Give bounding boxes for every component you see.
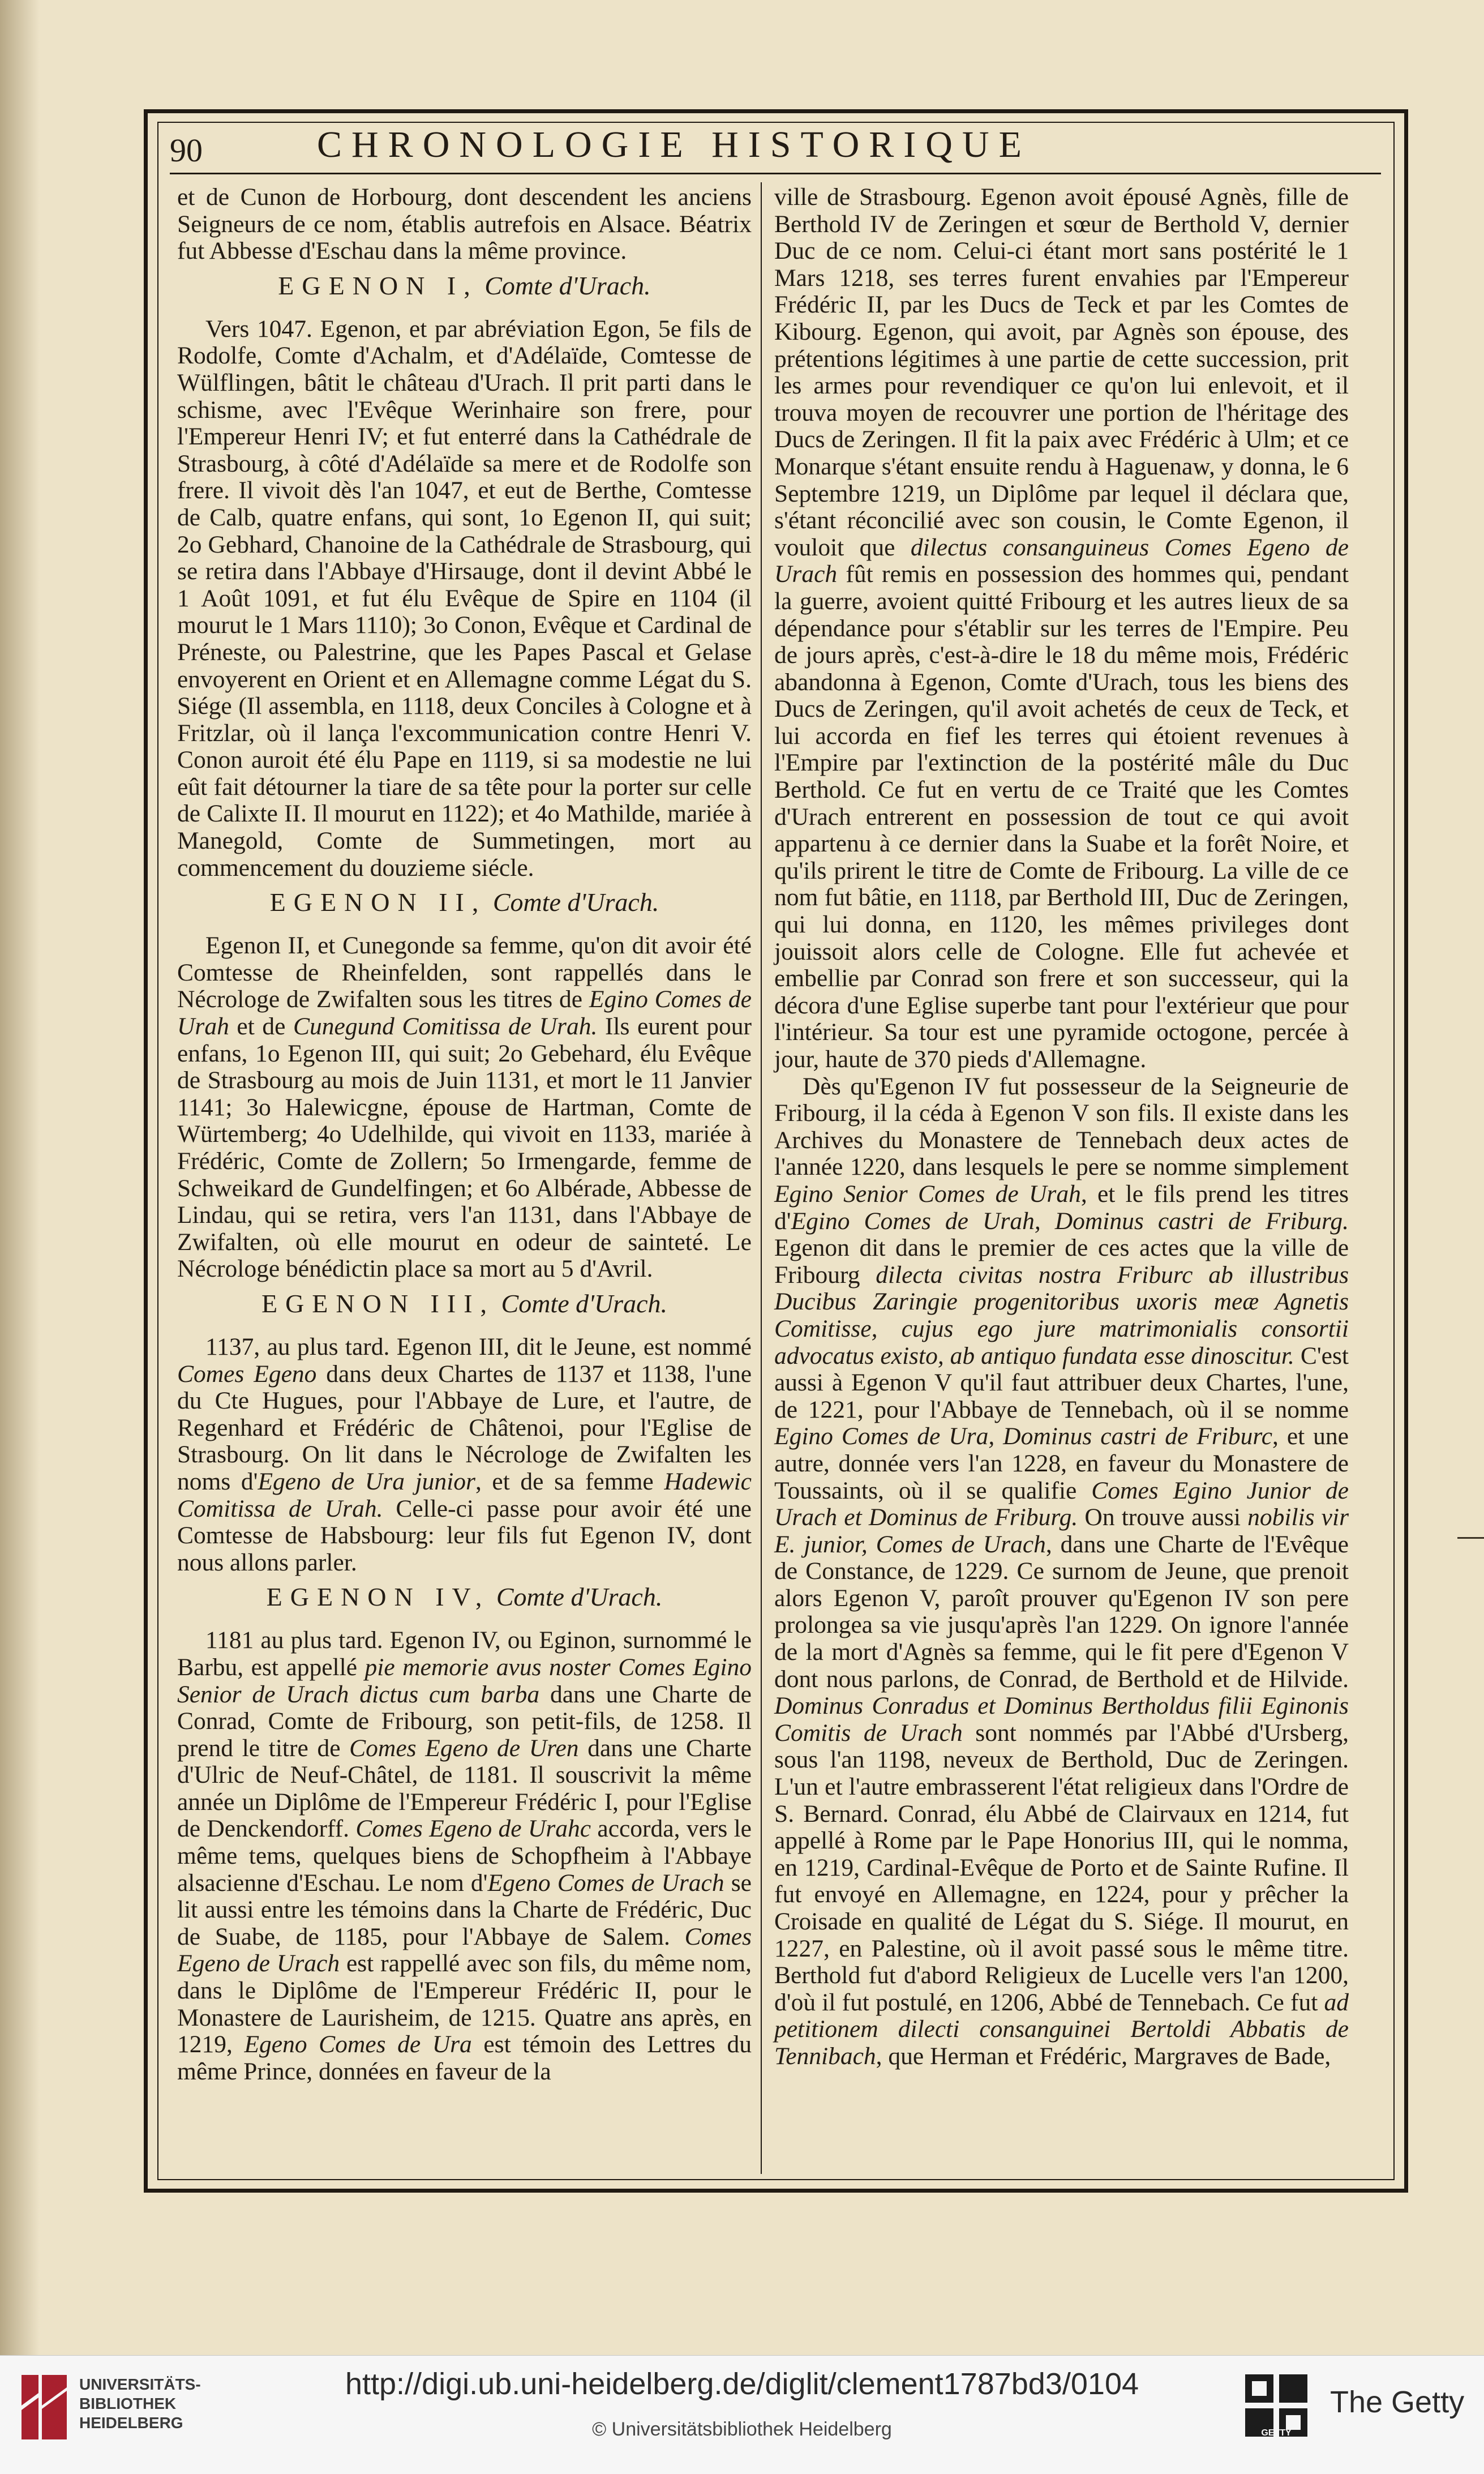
italic-run: pie memorie avus noster Comes Egino Senior de Urach dictus cum barba	[177, 1653, 752, 1708]
section-heading-name: EGENON I,	[278, 271, 478, 300]
paragraph	[774, 1073, 1349, 2070]
library-name-line: BIBLIOTHEK	[79, 2395, 177, 2412]
permalink-url[interactable]: http://digi.ub.uni-heidelberg.de/diglit/clement1787bd3/0104	[345, 2367, 1139, 2401]
text-run: Egenon II, et Cunegonde sa femme, qu'on dit avoir été Comtesse de Rheinfelden, sont rappellés dans le Nécrologe de Zwifalten sous les titres de	[177, 932, 752, 1013]
text-run: Dès qu'Egenon IV fut possesseur de la Seigneurie de Fribourg, il la céda à Egenon V son fils. Il existe dans les Archives du Monastere de Tennebach deux actes de l'année 1220, dans lesquels le pere se nomme simplement	[774, 1072, 1349, 1181]
text-run: 1181 au plus tard. Egenon IV, ou Eginon, surnommé le Barbu, est appellé	[177, 1626, 752, 1681]
italic-run: Egeno Comes de Urach	[487, 1869, 724, 1897]
section-heading	[177, 268, 752, 303]
italic-run: Cunegund Comitissa de Urah.	[293, 1013, 598, 1041]
text-run: ville de Strasbourg. Egenon avoit épousé Agnès, fille de Berthold IV de Zeringen et sœur de Berthold V, dernier Duc de ce nom. Celui-ci étant mort sans postérité le 1 Mars 1218, ses terres furent envahies par l'Empereur Frédéric II, par les Ducs de Teck et par les Comtes de Kibourg. Egenon, qui avoit, par Agnès son épouse, des prétentions légitimes à une partie de cette succession, prit les armes pour revendiquer ce qu'on lui enlevoit, et il trouva moyen de recouvrer une portion de l'héritage des Ducs de Zeringen. Il fit la paix avec Frédéric à Ulm; et ce Monarque s'étant ensuite rendu à Haguenaw, y donna, le 6 Septembre 1219, un Diplôme par lequel il déclara que, s'étant réconcilié avec son cousin, le Comte Egenon, il vouloit que	[774, 183, 1349, 561]
section-heading-title: Comte d'Urach.	[501, 1289, 667, 1318]
text-run: , et une autre, donnée vers l'an 1228, en faveur du Monastere de Toussaints, où il se qualifie	[774, 1423, 1349, 1504]
italic-run: nobilis vir E. junior, Comes de Urach	[774, 1504, 1349, 1558]
paragraph	[177, 932, 752, 1283]
italic-run: Egino Comes de Ura, Dominus castri de Friburc	[774, 1423, 1272, 1450]
left-column	[177, 184, 752, 2085]
page-edge-shadow	[0, 0, 40, 2355]
header-rule	[170, 173, 1381, 174]
italic-run: Hadewic Comitissa de Urah.	[177, 1467, 752, 1522]
text-run: et de	[229, 1013, 294, 1041]
italic-run: ad petitionem dilecti consanguinei Bertoldi Abbatis de Tennibach	[774, 1988, 1349, 2070]
text-run: fût remis en possession des hommes qui, pendant la guerre, avoient quitté Fribourg et les autres lieux de sa dépendance pour s'établir sur les terres de l'Empire. Peu de jours après, c'est-à-dire le 18 du même mois, Frédéric abandonna à Egenon, Comte d'Urach, tous les biens des Ducs de Zeringen, qu'il avoit achetés de ceux de Teck, et lui accorda en fief les terres qui étoient revenues à l'Empire par l'extinction de la postérité mâle du Duc Berthold. Ce fut en vertu de ce Traité que les Comtes d'Urach entrerent en possession de tout ce qui avoit appartenu à ce dernier dans la Suabe et la forêt Noire, et qu'ils prirent le titre de Comte de Fribourg. La ville de ce nom fut bâtie, en 1118, par Berthold III, Duc de Zeringen, qui lui donna, en 1120, les mêmes privileges dont jouissoit alors celle de Cologne. Elle fut achevée et embellie par Conrad son frere et son successeur, qui la décora d'une Eglise superbe tant pour l'extérieur que pour l'intérieur. Sa tour est une pyramide octogone, percée à jour, haute de 370 pieds d'Allemagne.	[774, 560, 1349, 1073]
library-name-line: UNIVERSITÄTS-	[79, 2375, 201, 2393]
section-heading-title: Comte d'Urach.	[496, 1582, 663, 1612]
section-heading-title: Comte d'Urach.	[484, 271, 651, 300]
italic-run: dilectus consanguineus Comes Egeno de Urach	[774, 533, 1349, 588]
text-run: , et le fils prend les titres d'	[774, 1180, 1349, 1235]
paragraph	[774, 184, 1349, 1073]
text-run: , dans une Charte de l'Evêque de Constance, de 1229. Ce surnom de Jeune, que prenoit alors Egenon V, paroît prouver qu'Egenon IV son pere prolongea sa vie jusqu'après l'an 1229. On ignore l'année de la mort d'Agnès sa femme, qui le fit pere d'Egenon V dont nous parlons, de Conrad, de Berthold et de Hilvide.	[774, 1530, 1349, 1693]
section-heading	[177, 885, 752, 920]
text-run: , et de sa femme	[475, 1467, 664, 1495]
text-run: est rappellé avec son fils, du même nom, dans le Diplôme de l'Empereur Frédéric II, pour le Monastere de Laurisheim, de 1215. Quatre ans après, en 1219,	[177, 1950, 752, 2058]
italic-run: Comes Egeno	[177, 1360, 317, 1388]
text-run: sont nommés par l'Abbé d'Ursberg, sous l'an 1198, neveux de Berthold, Duc de Zeringen. L'un et l'autre embrasserent l'état religieux dans l'Ordre de S. Bernard. Conrad, élu Abbé de Clairvaux en 1214, fut appellé à Rome par le Pape Honorius III, qui le nomma, en 1219, Cardinal-Evêque de Porto et de Sainte Rufine. Il fut envoyé en Allemagne, en 1224, pour y prêcher la Croisade en qualité de Légat du S. Siége. Il mourut, en 1227, en Palestine, où il avoit passé sous le même titre. Berthold fut d'abord Religieux de Lucelle vers l'an 1200, d'où il fut postulé, en 1206, Abbé de Tennebach. Ce fut	[774, 1719, 1349, 2016]
paragraph	[177, 1334, 752, 1576]
text-run: , que Herman et Frédéric, Margraves de Bade,	[876, 2042, 1331, 2070]
section-heading-title: Comte d'Urach.	[492, 888, 659, 917]
italic-run: Comes Egeno de Urach	[177, 1923, 752, 1978]
text-run: Celle-ci passe pour avoir été une Comtesse de Habsbourg: leur fils fut Egenon IV, dont nous allons parler.	[177, 1495, 752, 1576]
text-run: est témoin des Lettres du même Prince, données en faveur de la	[177, 2031, 752, 2085]
section-heading	[177, 1580, 752, 1615]
italic-run: Egino Comes de Urah, Dominus castri de Friburg.	[791, 1207, 1349, 1235]
section-heading-name: EGENON III,	[261, 1289, 495, 1318]
italic-run: Dominus Conradus et Dominus Bertholdus filii Eginonis Comitis de Urach	[774, 1692, 1349, 1747]
text-run: se lit aussi entre les témoins dans la Charte de Frédéric, Duc de Suabe, de 1185, pour l'Abbaye de Salem.	[177, 1869, 752, 1950]
text-run: 1137, au plus tard. Egenon III, dit le Jeune, est nommé	[205, 1333, 752, 1360]
running-head: CHRONOLOGIE HISTORIQUE	[317, 124, 1031, 165]
text-run: dans une Charte d'Ulric de Neuf-Châtel, de 1181. Il souscrivit la même année un Diplôme de l'Empereur Frédéric I, pour l'Eglise de Denckendorff.	[177, 1734, 752, 1843]
text-run: Ils eurent pour enfans, 1o Egenon III, qui suit; 2o Gebehard, élu Evêque de Strasbourg au mois de Juin 1131, et mort le 11 Janvier 1141; 3o Halewicgne, épouse de Hartman, Comte de Würtemberg; 4o Udelhilde, qui vivoit en 1133, mariée à Frédéric, Comte de Zollern; 5o Irmengarde, femme de Schweikard de Gundelfingen; et 6o Albérade, Abbesse de Lindau, qui se retira, vers l'an 1131, dans l'Abbaye de Zwifalten, où elle mourut en odeur de sainteté. Le Nécrologe bénédictin place sa mort au 5 d'Avril.	[177, 1013, 752, 1283]
text-run: accorda, vers le même tems, quelques biens de Schopfheim à l'Abbaye alsacienne d'Eschau. Le nom d'	[177, 1815, 752, 1897]
getty-logo-mark: GETTY	[1261, 2428, 1292, 2437]
column-divider	[761, 182, 762, 2174]
getty-logo-icon	[1245, 2374, 1307, 2437]
section-heading-name: EGENON IV,	[266, 1582, 490, 1612]
page-number: 90	[170, 132, 203, 169]
copyright-notice: © Universitätsbibliothek Heidelberg	[592, 2419, 892, 2440]
text-run: dans deux Chartes de 1137 et 1138, l'une du Cte Hugues, pour l'Abbaye de Lure, et l'autre, de Regenhard et Frédéric de Châtenoi, pour l'Eglise de Strasbourg. On lit dans le Nécrologe de Zwifalten les noms d'	[177, 1360, 752, 1495]
text-run: On trouve aussi	[1078, 1504, 1248, 1531]
text-run: Egenon dit dans le premier de ces actes que la ville de Fribourg	[774, 1234, 1349, 1289]
section-heading-name: EGENON II,	[269, 888, 487, 917]
text-run: dans une Charte de Conrad, Comte de Fribourg, son petit-fils, de 1258. Il prend le titre de	[177, 1680, 752, 1762]
italic-run: Comes Egeno de Urahc	[355, 1815, 591, 1843]
section-heading	[177, 1286, 752, 1321]
italic-run: Comes Egeno de Uren	[349, 1734, 579, 1762]
italic-run: Egeno Comes de Ura	[244, 2031, 472, 2058]
italic-run: Comes Egino Junior de Urach et Dominus de Friburg.	[774, 1476, 1349, 1531]
italic-run: Egino Comes de Urah	[177, 986, 752, 1041]
italic-run: Egino Senior Comes de Urah	[774, 1180, 1081, 1208]
paragraph	[177, 1627, 752, 2085]
right-column	[774, 184, 1349, 2070]
paragraph: et de Cunon de Horbourg, dont descendent les anciens Seigneurs de ce nom, établis autrefois en Alsace. Béatrix fut Abbesse d'Eschau dans la même province.	[177, 183, 752, 265]
text-run: C'est aussi à Egenon V qu'il faut attribuer deux Chartes, l'une, de 1221, pour l'Abbaye de Tennebach, où il se nomme	[774, 1342, 1349, 1423]
italic-run: Egeno de Ura junior	[258, 1467, 475, 1495]
library-name-line: HEIDELBERG	[79, 2414, 183, 2432]
getty-name: The Getty	[1330, 2385, 1465, 2419]
margin-tick-mark	[1457, 1537, 1484, 1539]
italic-run: dilecta civitas nostra Friburc ab illustribus Ducibus Zaringie progenitoribus uxoris meæ Agnetis Comitisse, cujus ego jure matrimonialis consortii advocatus existo, ab antiquo fundata esse dinoscitur.	[774, 1261, 1349, 1369]
paragraph: Vers 1047. Egenon, et par abréviation Egon, 5e fils de Rodolfe, Comte d'Achalm, et d'Adélaïde, Comtesse de Wülflingen, bâtit le château d'Urach. Il prit parti dans le schisme, avec l'Evêque Werinhaire son frere, pour l'Empereur Henri IV; et fut enterré dans la Cathédrale de Strasbourg, à côté d'Adélaïde sa mere et de Rodolfe son frere. Il vivoit dès l'an 1047, et eut de Berthe, Comtesse de Calb, quatre enfans, qui sont, 1o Egenon II, qui suit; 2o Gebhard, Chanoine de la Cathédrale de Strasbourg, qui se retira dans l'Abbaye d'Hirsauge, dont il devint Abbé le 1 Août 1091, et fut élu Evêque de Spire en 1104 (il mourut le 1 Mars 1110); 3o Conon, Evêque et Cardinal de Préneste, ou Palestrine, que les Papes Pascal et Gelase envoyerent en Orient et en Allemagne comme Légat du S. Siége (Il assembla, en 1118, deux Conciles à Cologne et à Fritzlar, où il lança l'excommunication contre Henri V. Conon auroit été élu Pape en 1119, si sa modestie ne lui eût fait détourner la tiare de sa tête pour la porter sur celle de Calixte II. Il mourut en 1122); et 4o Mathilde, mariée à Manegold, Comte de Summetingen, mort au commencement du douzieme siécle.	[177, 315, 752, 881]
